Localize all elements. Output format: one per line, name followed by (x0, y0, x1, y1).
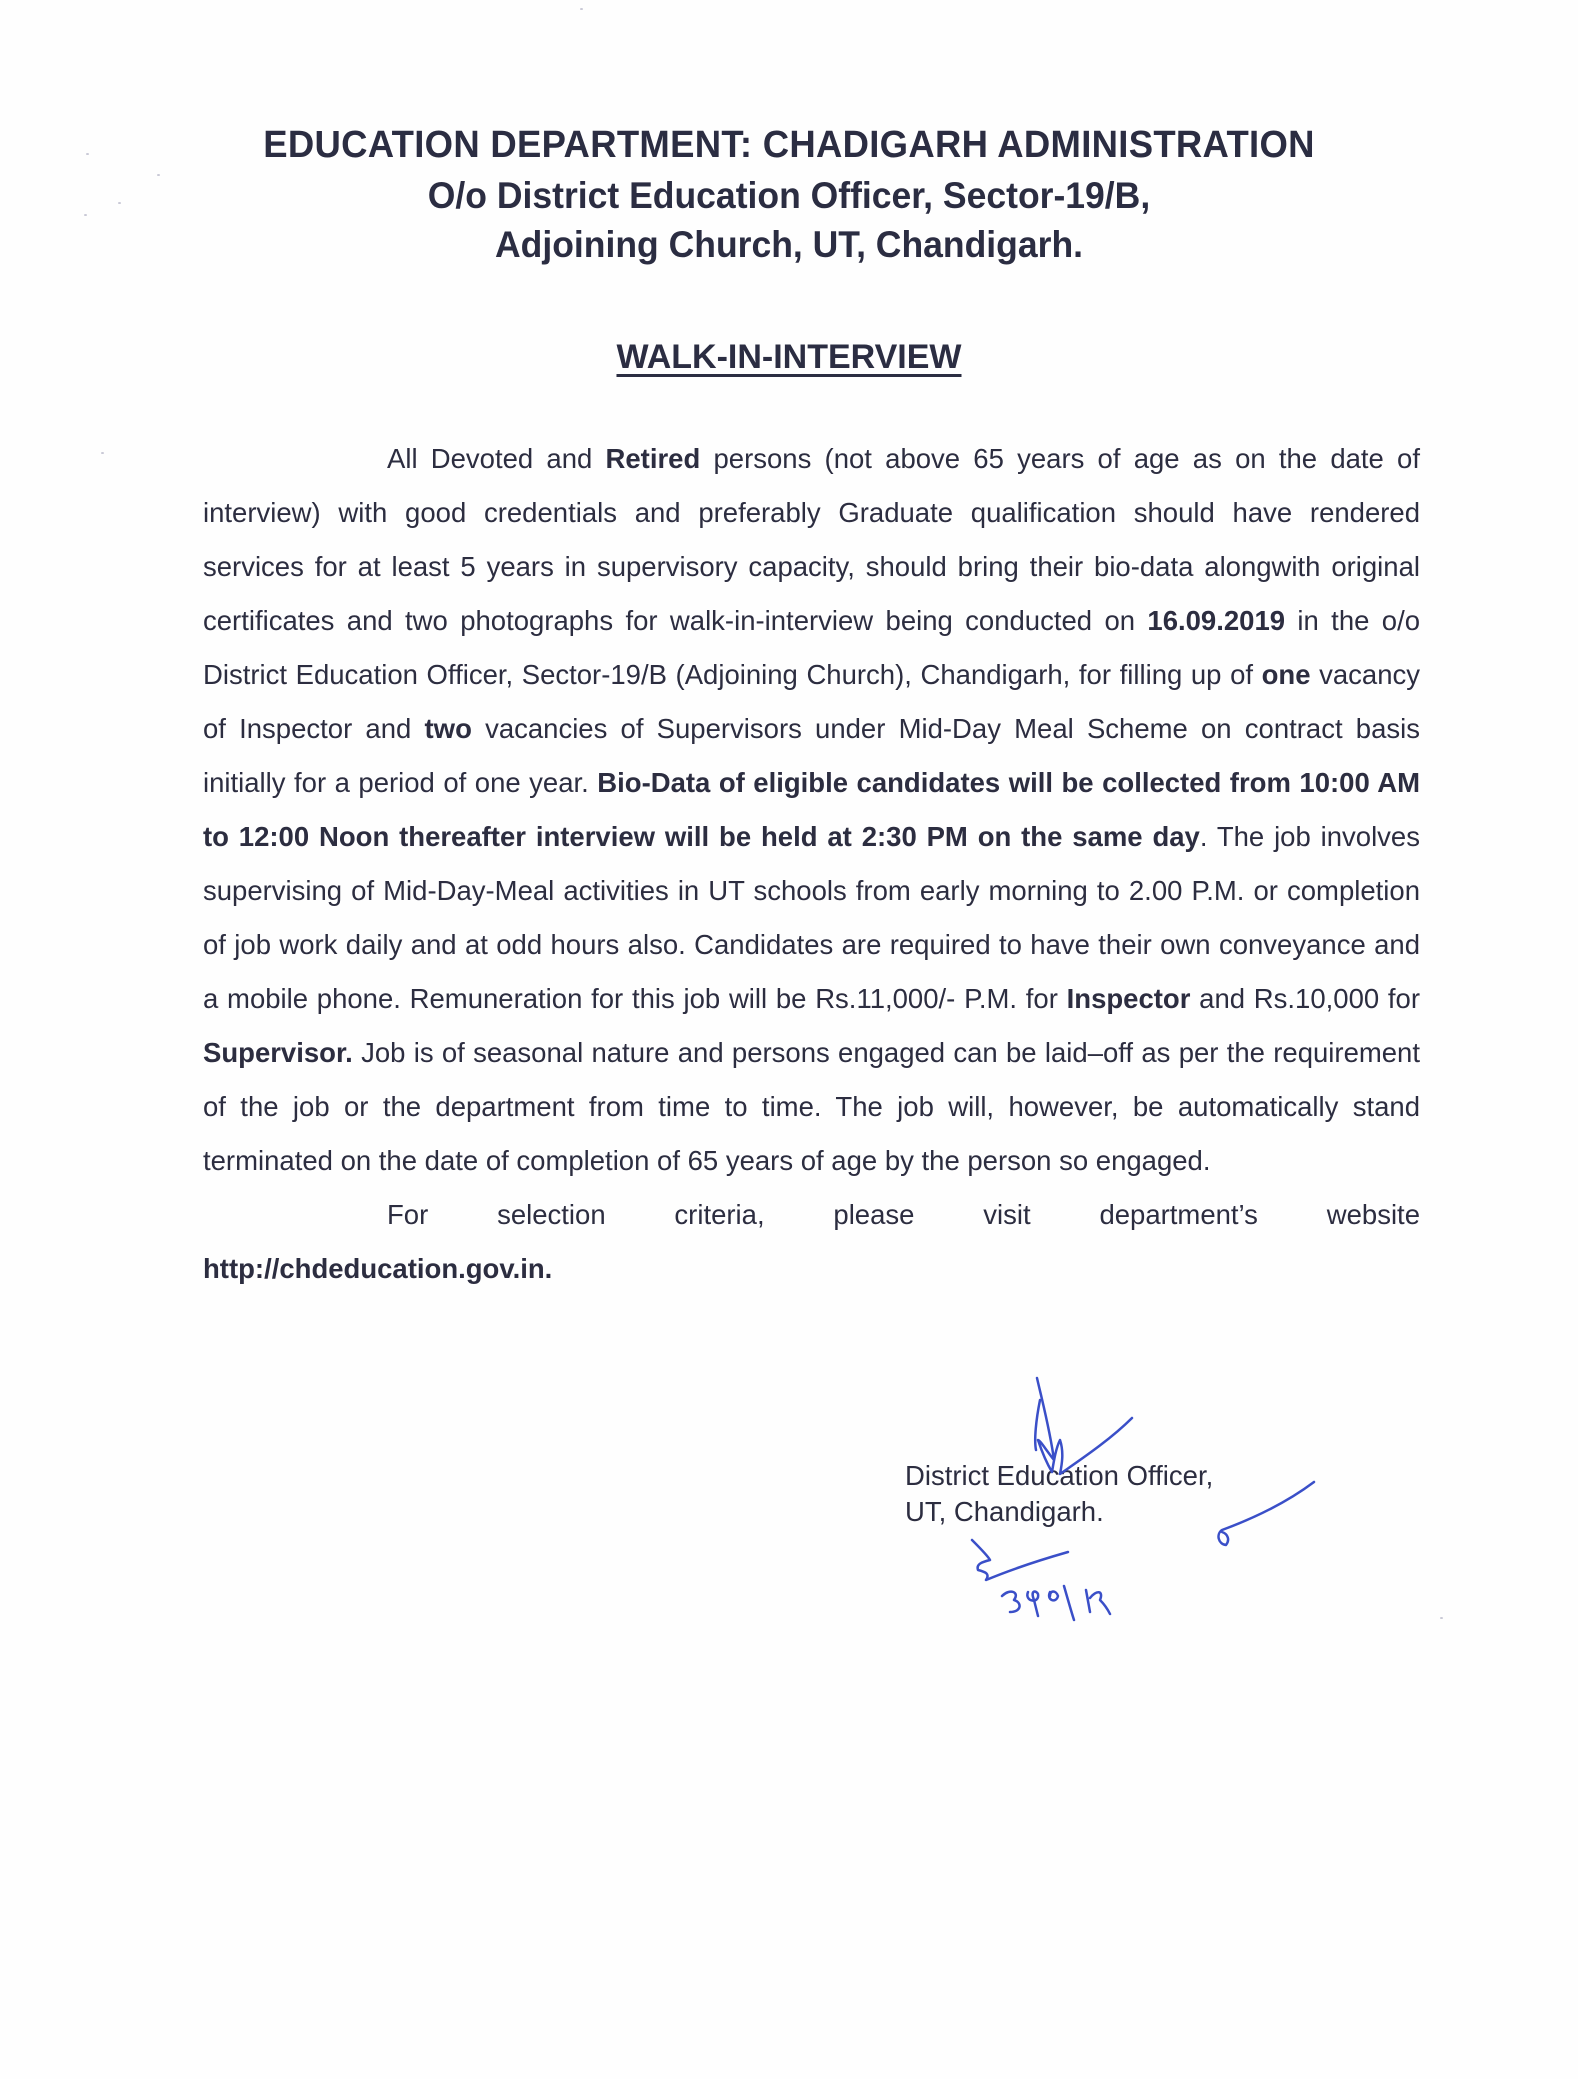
inspector-vacancy-count: one (1261, 659, 1311, 690)
main-paragraph (203, 432, 1420, 1188)
office-address: Adjoining Church, UT, Chandigarh. (494, 224, 1084, 265)
text-run: All Devoted and (387, 443, 606, 474)
selection-criteria-line: For selection criteria, please visit department’s website (387, 1199, 1420, 1230)
notice-title (0, 338, 1578, 377)
text-run: vacancy of Inspector and (203, 659, 1420, 744)
scan-speck (157, 174, 160, 176)
scan-speck (101, 452, 104, 454)
schedule-notice: Bio-Data of eligible candidates will be collected from 10:00 AM to 12:00 Noon thereafter interview will be held at 2:30 PM on the same day (203, 767, 1420, 852)
text-run: and Rs.10,000 for (1190, 983, 1420, 1014)
scan-speck (118, 202, 121, 204)
office-name: O/o District Education Officer, Sector-19/B, (427, 175, 1151, 216)
scan-speck (580, 8, 583, 10)
website-line (203, 1242, 1420, 1296)
notice-body (203, 432, 1420, 1296)
bold-inspector: Inspector (1066, 983, 1191, 1014)
signatory-title: District Education Officer, (905, 1460, 1214, 1491)
text-run: vacancies of Supervisors under Mid-Day Meal Scheme on contract basis initially for a period of one year. (203, 713, 1421, 798)
supervisor-vacancy-count: two (424, 713, 472, 744)
bold-retired: Retired (605, 443, 701, 474)
signatory-location: UT, Chandigarh. (905, 1496, 1104, 1527)
text-run: in the o/o District Education Officer, Sector-19/B (Adjoining Church), Chandigarh, for filling up of (203, 605, 1420, 690)
bold-supervisor: Supervisor. (203, 1037, 353, 1068)
website-link[interactable]: http://chdeducation.gov.in. (203, 1253, 553, 1284)
scan-speck (1440, 1617, 1443, 1619)
signature-block (905, 1458, 1213, 1530)
text-run: persons (not above 65 years of age as on the date of interview) with good credentials and preferably Graduate qualification should have rendered services for at least 5 years in supervisory capacity, should bring their bio-data alongwith original certificates and two photographs for walk-in-interview being conducted on (203, 443, 1420, 636)
text-run: . The job involves supervising of Mid-Day-Meal activities in UT schools from early morning to 2.00 P.M. or completion of job work daily and at odd hours also. Candidates are required to have their own conveyance and a mobile phone. Remuneration for this job will be Rs.11,000/- P.M. for (203, 821, 1420, 1014)
department-name: EDUCATION DEPARTMENT: CHADIGARH ADMINISTRATION (263, 124, 1315, 166)
notice-title-text: WALK-IN-INTERVIEW (616, 338, 962, 376)
interview-date: 16.09.2019 (1147, 605, 1286, 636)
scan-speck (86, 153, 89, 155)
text-run: Job is of seasonal nature and persons engaged can be laid–off as per the requirement of the job or the department from time to time. The job will, however, be automatically stand terminated on the date of completion of 65 years of age by the person so engaged. (203, 1037, 1420, 1176)
scan-speck (84, 214, 87, 216)
